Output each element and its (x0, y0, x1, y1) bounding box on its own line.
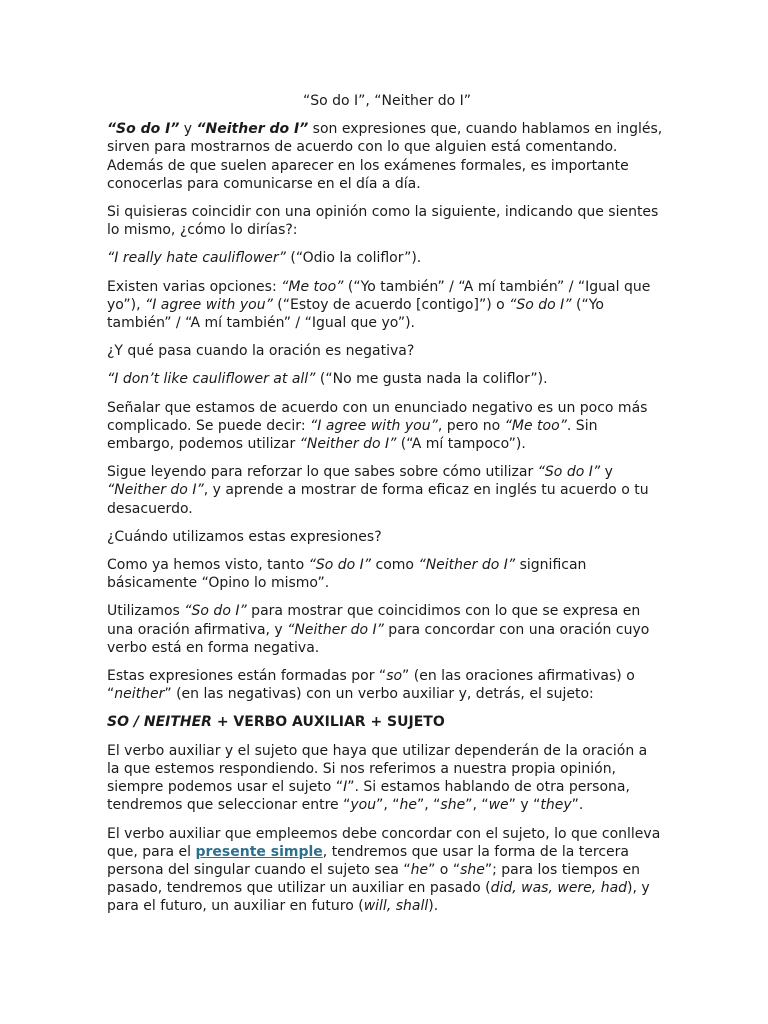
text: (“Odio la coliflor”). (285, 250, 422, 267)
paragraph-negative-agreement (107, 399, 663, 454)
phrase-so-do-i: “So do I” (107, 121, 180, 138)
page-title: “So do I”, “Neither do I” (302, 93, 472, 109)
text: ). (428, 898, 439, 915)
phrase: “Me too” (504, 417, 567, 434)
paragraph-meaning (107, 556, 663, 592)
paragraph-question: Si quisieras coincidir con una opinión como la siguiente, indicando que sientes lo mismo, ¿cómo lo dirías?: (107, 204, 659, 239)
text: ”, “ (465, 797, 489, 814)
pronoun: I (343, 779, 348, 796)
text: (“A mí tampoco”). (396, 436, 526, 453)
text: , pero no (437, 417, 505, 434)
phrase: so (386, 668, 403, 685)
pronoun: you (350, 797, 377, 814)
phrase: “I agree with you” (144, 296, 273, 313)
text: El verbo auxiliar que empleemos debe concordar con el sujeto, lo que conlleva que, para el (107, 825, 661, 860)
paragraph-auxiliary (107, 825, 663, 916)
text: (“Estoy de acuerdo [contigo]”) o (272, 296, 510, 313)
presente-simple-link[interactable]: presente simple (195, 843, 323, 860)
paragraph-negative-question: ¿Y qué pasa cuando la oración es negativa? (107, 343, 415, 360)
example-quote: “I really hate cauliflower” (107, 250, 286, 267)
example-quote: “I don’t like cauliflower at all” (107, 371, 316, 388)
text: ), y para el futuro, un auxiliar en futuro ( (107, 880, 650, 915)
text: ” y “ (508, 797, 541, 814)
text: para mostrar que coincidimos con lo que se expresa en una oración afirmativa, y (107, 603, 641, 638)
phrase: “Neither do I” (299, 436, 397, 453)
paragraph-example-2 (107, 370, 663, 388)
pronoun: she (440, 797, 466, 814)
phrase: “I agree with you” (310, 417, 438, 434)
phrase: neither (114, 686, 165, 703)
text: para concordar con una oración cuyo verbo está en forma negativa. (107, 621, 650, 656)
pronoun: she (460, 861, 485, 878)
pronoun: he (410, 861, 429, 878)
phrase: “Neither do I” (107, 482, 204, 499)
text: Utilizamos (107, 603, 185, 620)
text: ” (en las oraciones afirmativas) o “ (107, 668, 635, 703)
paragraph-options (107, 278, 663, 333)
text: Como ya hemos visto, tanto (107, 557, 309, 574)
text: ”. Si estamos hablando de otra persona, tendremos que seleccionar entre “ (107, 779, 630, 814)
paragraph-structure (107, 667, 663, 703)
text: y (179, 121, 197, 138)
text: ” (en las negativas) con un verbo auxiliar y, detrás, el sujeto: (164, 686, 594, 703)
pronoun: they (540, 797, 572, 814)
text: ”, “ (417, 797, 441, 814)
phrase: “Me too” (281, 278, 344, 295)
paragraph-keep-reading (107, 463, 663, 518)
phrase: “So do I” (184, 603, 247, 620)
text: y (600, 464, 613, 481)
phrase: “So do I” (537, 464, 601, 481)
text: ”, “ (376, 797, 400, 814)
formula-so-neither: SO / NEITHER (107, 714, 212, 731)
pronoun: he (399, 797, 417, 814)
text: ”; para los tiempos en pasado, tendremos que utilizar un auxiliar en pasado ( (107, 861, 641, 897)
text: (“No me gusta nada la coliflor”). (315, 371, 548, 388)
paragraph-subject (107, 742, 663, 815)
text: significan básicamente “Opino lo mismo”. (107, 557, 587, 592)
past-auxiliaries: did, was, were, had (490, 880, 628, 897)
paragraph-intro (107, 120, 663, 193)
text: , y aprende a mostrar de forma eficaz en inglés tu acuerdo o tu desacuerdo. (107, 482, 649, 517)
paragraph-usage (107, 602, 663, 657)
phrase: “Neither do I” (418, 557, 516, 574)
paragraph-when-heading: ¿Cuándo utilizamos estas expresiones? (107, 528, 382, 545)
text: El verbo auxiliar y el sujeto que haya que utilizar dependerán de la oración a la que estemos respondiendo. Si nos referimos a nuestra propia opinión, siempre podemos usar el sujeto “ (107, 742, 648, 796)
text: ” o “ (428, 861, 461, 878)
text: (“Yo también” / “A mí también” / “Igual que yo”), (107, 278, 651, 313)
text: Existen varias opciones: (107, 278, 282, 295)
paragraph-example-1 (107, 249, 663, 267)
text: ”. (571, 797, 584, 814)
phrase: “Neither do I” (287, 621, 384, 638)
text: Sigue leyendo para reforzar lo que sabes sobre cómo utilizar (107, 464, 538, 481)
future-auxiliaries: will, shall (363, 898, 429, 915)
phrase-neither-do-i: “Neither do I” (196, 121, 309, 138)
text: (“Yo también” / “A mí también” / “Igual que yo”). (107, 296, 605, 332)
phrase: “So do I” (308, 557, 372, 574)
text: son expresiones que, cuando hablamos en inglés, sirven para mostrarnos de acuerdo con lo que alguien está comentando. Además de que suelen aparecer en los exámenes formales, es importante conocerlas para comunicarse en el día a día. (107, 121, 663, 192)
phrase: “So do I” (509, 296, 572, 313)
document-page (107, 92, 663, 926)
formula-heading (107, 713, 663, 731)
text: Señalar que estamos de acuerdo con un enunciado negativo es un poco más complicado. Se puede decir: (107, 399, 648, 434)
formula-rest: + VERBO AUXILIAR + SUJETO (211, 714, 445, 731)
text: como (371, 557, 419, 574)
text: Estas expresiones están formadas por “ (107, 668, 387, 685)
text: . Sin embargo, podemos utilizar (107, 417, 598, 453)
pronoun: we (488, 797, 509, 814)
text: , tendremos que usar la forma de la tercera persona del singular cuando el sujeto sea “ (107, 843, 629, 878)
